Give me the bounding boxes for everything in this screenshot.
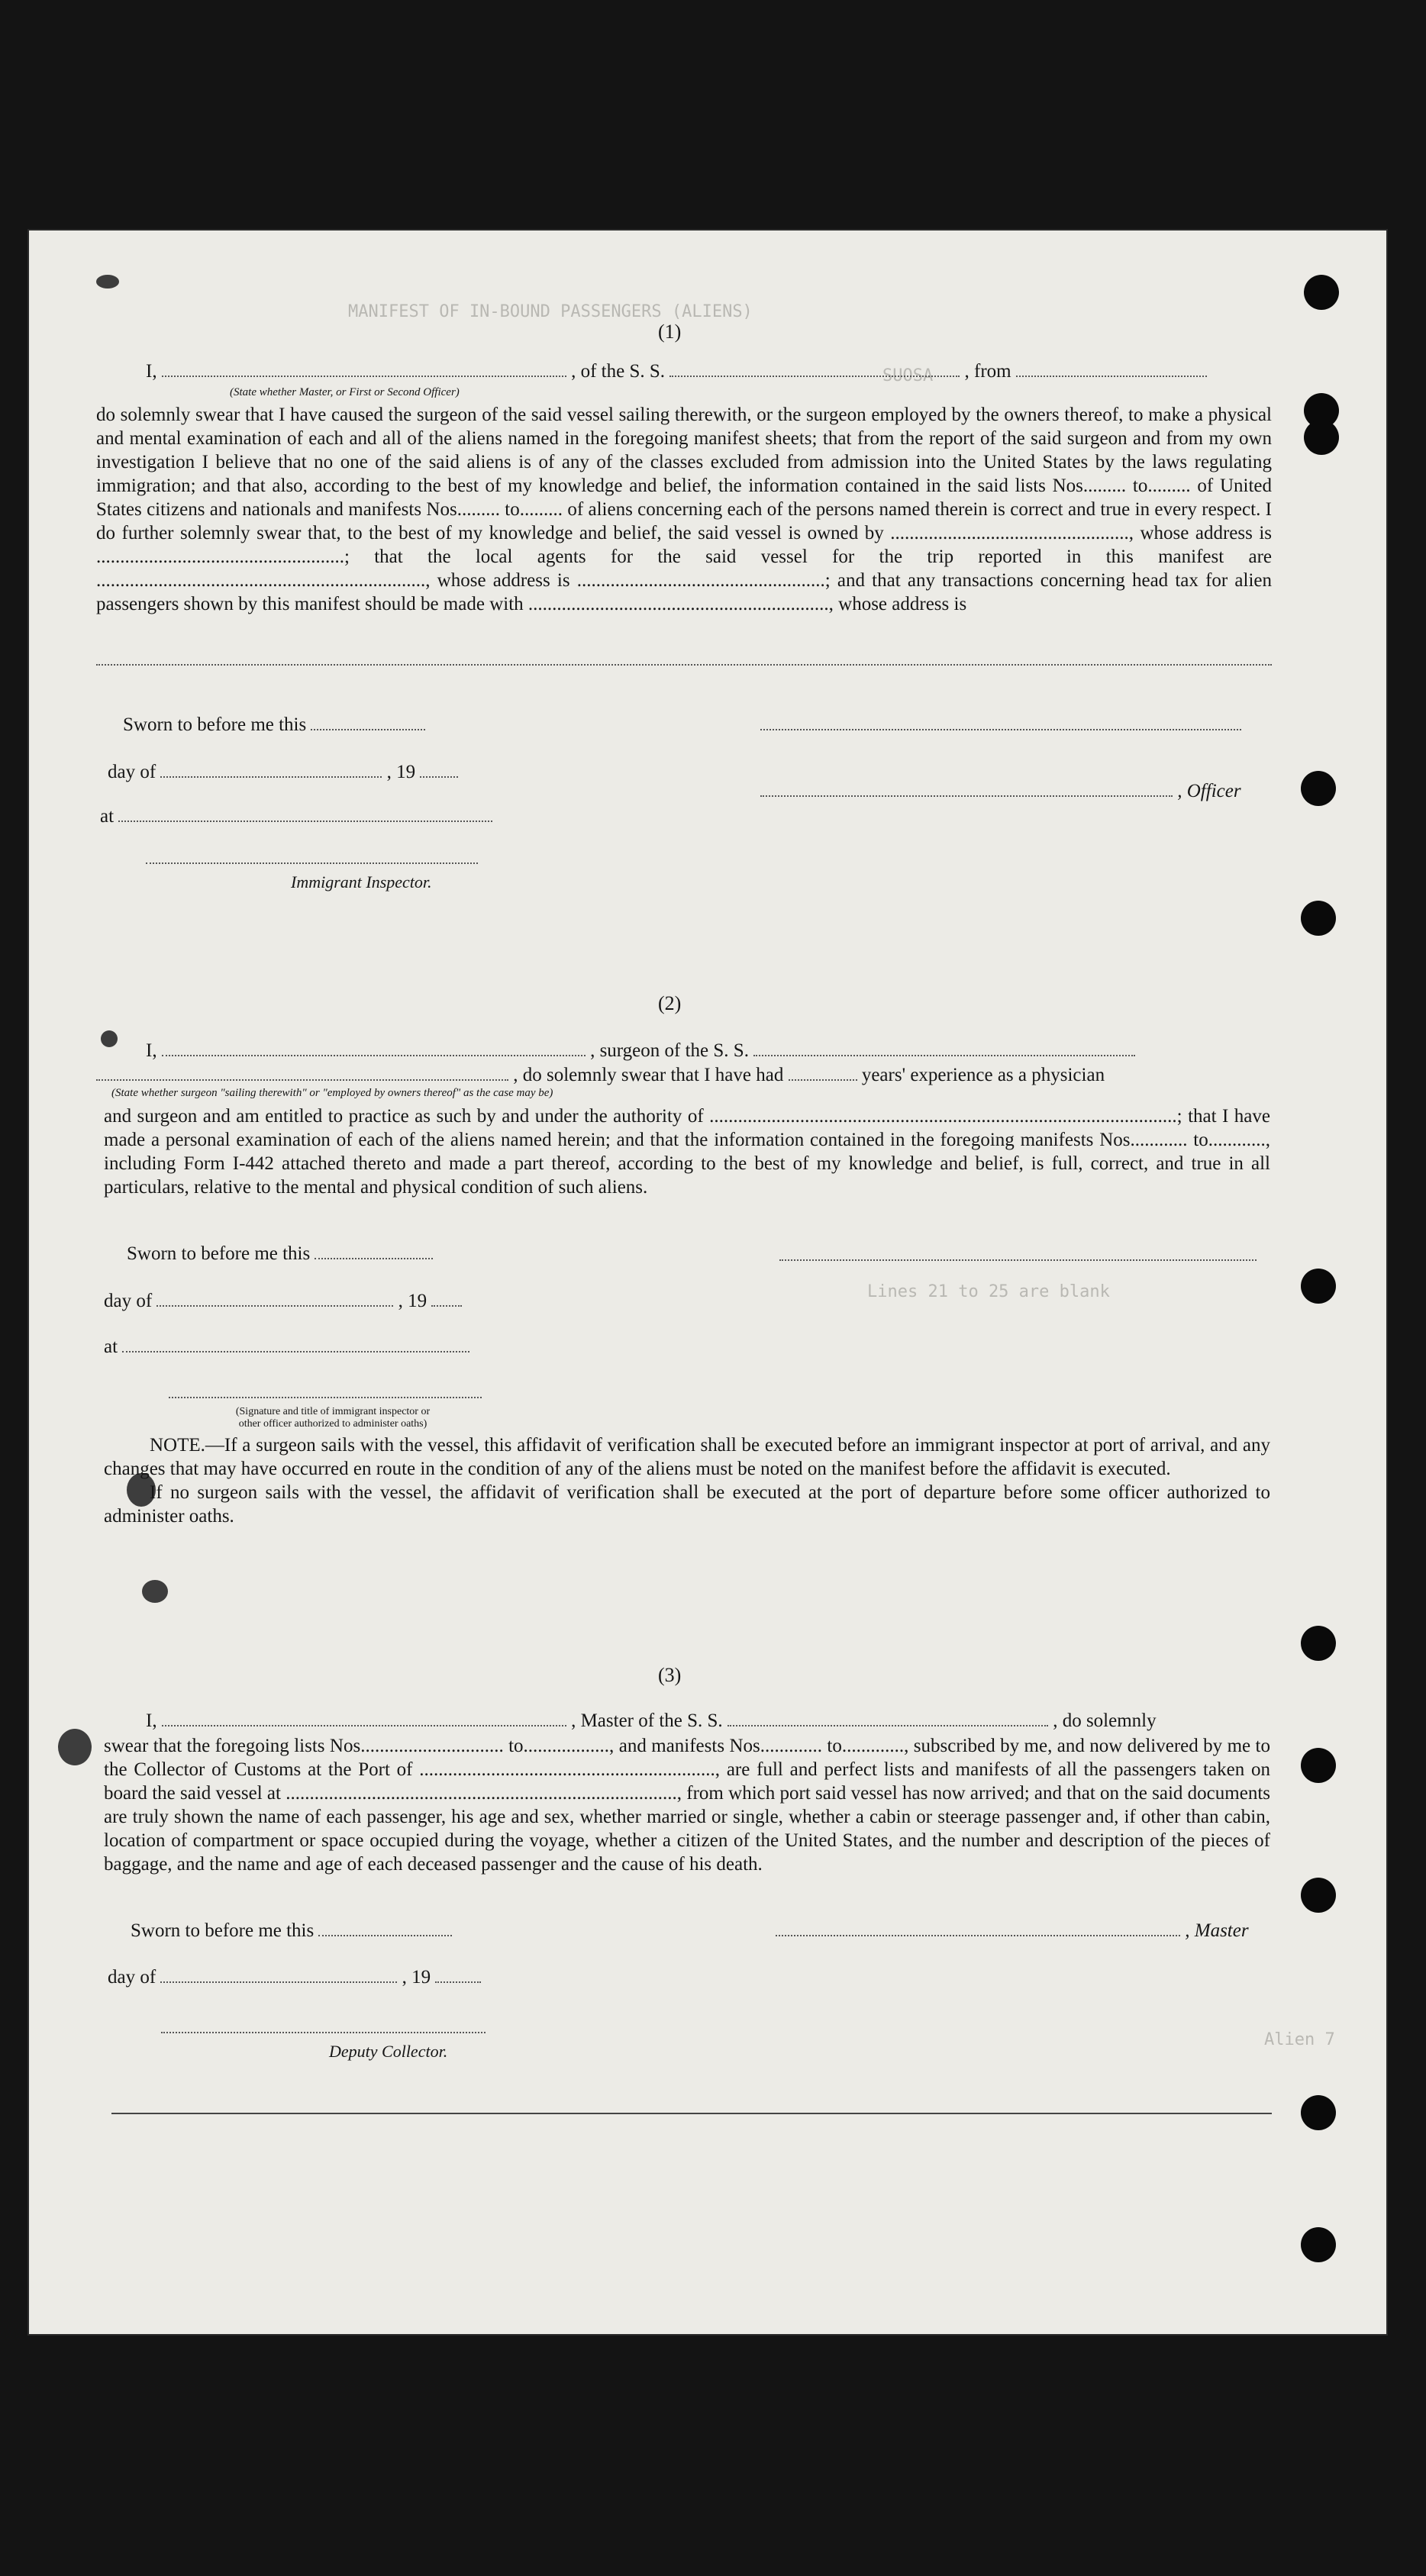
punch-hole [1301, 1626, 1336, 1661]
vessel-blank [669, 360, 960, 377]
punch-hole [1304, 420, 1339, 455]
note-paragraph-2 [104, 1481, 1270, 1528]
address-blank [96, 664, 1272, 666]
section-1-header-line [146, 360, 1207, 382]
officer-signature-blank [760, 780, 1173, 797]
day-of-line-3: day of , 19 [108, 1966, 481, 1988]
day-of-line-2: day of , 19 [104, 1290, 462, 1312]
note-text-1: —If a surgeon sails with the vessel, this affidavit of verification shall be executed before an immigrant inspector at port of arrival, and any changes that may have occurred en route in the condition of any of the aliens must be noted on the manifest before the affidavit is executed. [104, 1435, 1270, 1479]
from-blank [1016, 360, 1207, 377]
note-paragraph [104, 1433, 1270, 1481]
bottom-rule [111, 2113, 1272, 2114]
sig-caption: (Signature and title of immigrant inspector or other officer authorized to administer oaths) [235, 1406, 431, 1430]
surgeon-signature-line [779, 1259, 1257, 1261]
sworn-line-2: Sworn to before me this [127, 1243, 433, 1265]
officer-line [760, 780, 1241, 802]
section-2-swear-line: , do solemnly swear that I have had years' experience as a physician [96, 1064, 1105, 1086]
inspector-signature-line [146, 862, 478, 864]
section-2-body: and surgeon and am entitled to practice as such by and under the authority of ..................................................................................................; that I have made a personal examination of each of the aliens named herein; and that the information contained in the foregoing manifests Nos............ to............, including Form I-442 attached thereto and made a part thereof, according to the best of my knowledge and belief, is full, correct, and true in all particulars, relative to the mental and physical condition of such aliens. [104, 1106, 1270, 1198]
section-1-number: (1) [658, 321, 682, 343]
punch-hole [1301, 901, 1336, 936]
of-ss-label: , of the S. S. [571, 361, 666, 382]
master-label: , Master [1185, 1920, 1249, 1941]
punch-hole [1301, 1269, 1336, 1304]
at-line: at [100, 805, 492, 827]
punch-hole [1304, 275, 1339, 310]
from-label: , from [964, 361, 1011, 382]
note-text-2: If no surgeon sails with the vessel, the affidavit of verification shall be executed at the port of departure before some officer authorized to administer oaths. [104, 1482, 1270, 1527]
ink-stain [101, 1030, 118, 1047]
punch-hole [1301, 2095, 1336, 2130]
sworn-line-3: Sworn to before me this [131, 1920, 452, 1942]
administer-oaths-signature-line [169, 1397, 482, 1398]
section-2-number: (2) [658, 992, 682, 1014]
sworn-line: Sworn to before me this [123, 714, 425, 736]
punch-hole [1301, 1878, 1336, 1913]
punch-hole [1301, 771, 1336, 806]
officer-signature-line-top [760, 729, 1241, 730]
note-label: NOTE. [150, 1435, 205, 1456]
ink-stain [96, 275, 119, 289]
punch-hole [1301, 1748, 1336, 1783]
master-signature-line [776, 1920, 1249, 1942]
section-3-body: swear that the foregoing lists Nos.............................. to.................., and manifests Nos............. to............., subscribed by me, and now delivered by me to the Collector of Customs at the Port of .............................................................., are full and perfect lists and manifests of all the passengers taken on board the said vessel at .................................................................................., from which port said vessel has now arrived; and that on the said documents are truly shown the name of each passenger, his age and sex, whether married or single, whether a cabin or steerage passenger and, if other than cabin, location of compartment or space occupied during the voyage, whether a citizen of the United States, and the number and description of the pieces of baggage, and the name and age of each deceased passenger and the cause of his death. [104, 1736, 1270, 1875]
immigrant-inspector-label: Immigrant Inspector. [291, 872, 432, 891]
i-label: I, [146, 361, 157, 382]
state-caption: (State whether Master, or First or Second Officer) [230, 386, 460, 398]
day-of-line: day of , 19 [108, 761, 458, 783]
officer-label: , Officer [1177, 781, 1241, 801]
at-line-2: at [104, 1336, 469, 1358]
section-1-body: do solemnly swear that I have caused the surgeon of the said vessel sailing therewith, or the surgeon employed by the owners thereof, to make a physical and mental examination of each and all of the aliens named in the foregoing manifest sheets; that from the report of the said surgeon and from my own investigation I believe that no one of the said aliens is of any of the classes excluded from admission into the United States by the laws regulating immigration; and that also, according to the best of my knowledge and belief, the information contained in the said lists Nos......... to......... of United States citizens and nationals and manifests Nos......... to......... of aliens concerning each of the persons named therein is correct and true in every respect. I do further solemnly swear that, to the best of my knowledge and belief, the said vessel is owned by .................................................., whose address is ....................................................; that the local agents for the said vessel for the trip reported in this manifest are ....................................................................., whose address is ....................................................; and that any transactions concerning head tax for alien passengers shown by this manifest should be made with ..............................................................., whose address is [96, 405, 1272, 614]
manifest-affidavit-page: MANIFEST OF IN-BOUND PASSENGERS (ALIENS) SUOSA Lines 21 to 25 are blank Alien 7 (1) I, , of the S. S. , from (State whether Master, or First or Second Officer) do solemnly swear that I have caused the surgeon of the said vessel sailing therewith, or the surgeon employed by the owners thereof, to make a physical and mental examination of each and all of the aliens named in the foregoing manifest sheets; that from the report of the said surgeon and from my own investigation I believe that no one of the said aliens is of any of the classes excluded from admission into the United States by the laws regulating immigration; and that also, according to the best of my knowledge and belief, the information contained in the said lists Nos......... to......... of United States citizens and nationals and manifests Nos......... to......... of aliens concerning each of the persons named therein is correct and true in every respect. I do further solemnly swear that, to the best of my knowledge and belief, the said vessel is owned by .................................................., whose address is ....................................................; that the local agents for the said vessel for the trip reported in this manifest are ....................................................................., whose address is ....................................................; and that any transactions concerning head tax for alien passengers shown by this manifest should be made with ..............................................................., whose address is Sworn to before me this day of , 19 , Officer at Immigrant Inspector. (2) I, , surgeon of the S. S. , do solemnly swear that I have had years' experience as a physician (State whether surgeon "sailing therewith" or "employed by owners thereof" as the case may be) and surgeon and am entitled to practice as such by and under the authority of ..................................................................................................; that I have made a personal examination of each of the aliens named herein; and that the information contained in the foregoing manifests Nos............ to............, including Form I-442 attached thereto and made a part thereof, according to the best of my knowledge and belief, is full, correct, and true in all particulars, relative to the mental and physical condition of such aliens. Sworn to before me this day of , 19 at (Signature and title of immigrant inspector or other officer authorized to administer oaths) NOTE.—If a surgeon sails with the vessel, this affidavit of verification shall be executed before an immigrant inspector at port of arrival, and any changes that may have occurred en route in the condition of any of the aliens must be noted on the manifest before the affidavit is executed. If no surgeon sails with the vessel, the affidavit of verification shall be executed at the port of departure before some officer authorized to administer oaths. (3) I, , Master of the S. S. , do solemnly swear that the foregoing lists Nos.............................. to.................., and manifests Nos............. to............., subscribed by me, and now delivered by me to the Collector of Customs at the Port of .............................................................., are full and perfect lists and manifests of all the passengers taken on board the said vessel at .................................................................................., from which port said vessel has now arrived; and that on the said documents are truly shown the name of each passenger, his age and sex, whether married or single, whether a cabin or steerage passenger and, if other than cabin, location of compartment or space occupied during the voyage, whether a citizen of the United States, and the number and description of the pieces of baggage, and the name and age of each deceased passenger and the cause of his death. Sworn to before me this , Master day of , 19 Deputy Collector. [27, 229, 1388, 2336]
section-2-header-line: I, , surgeon of the S. S. [146, 1040, 1135, 1062]
ink-stain [58, 1729, 92, 1765]
deputy-collector-label: Deputy Collector. [329, 2042, 448, 2061]
punch-hole [1301, 2227, 1336, 2262]
deputy-collector-signature-line [161, 2032, 486, 2033]
name-blank [162, 360, 566, 377]
surgeon-state-caption: (State whether surgeon "sailing therewith" or "employed by owners thereof" as the case may be) [111, 1087, 553, 1099]
section-3-number: (3) [658, 1664, 682, 1686]
ink-stain [142, 1580, 168, 1603]
section-3-header-line: I, , Master of the S. S. , do solemnly [146, 1710, 1157, 1731]
